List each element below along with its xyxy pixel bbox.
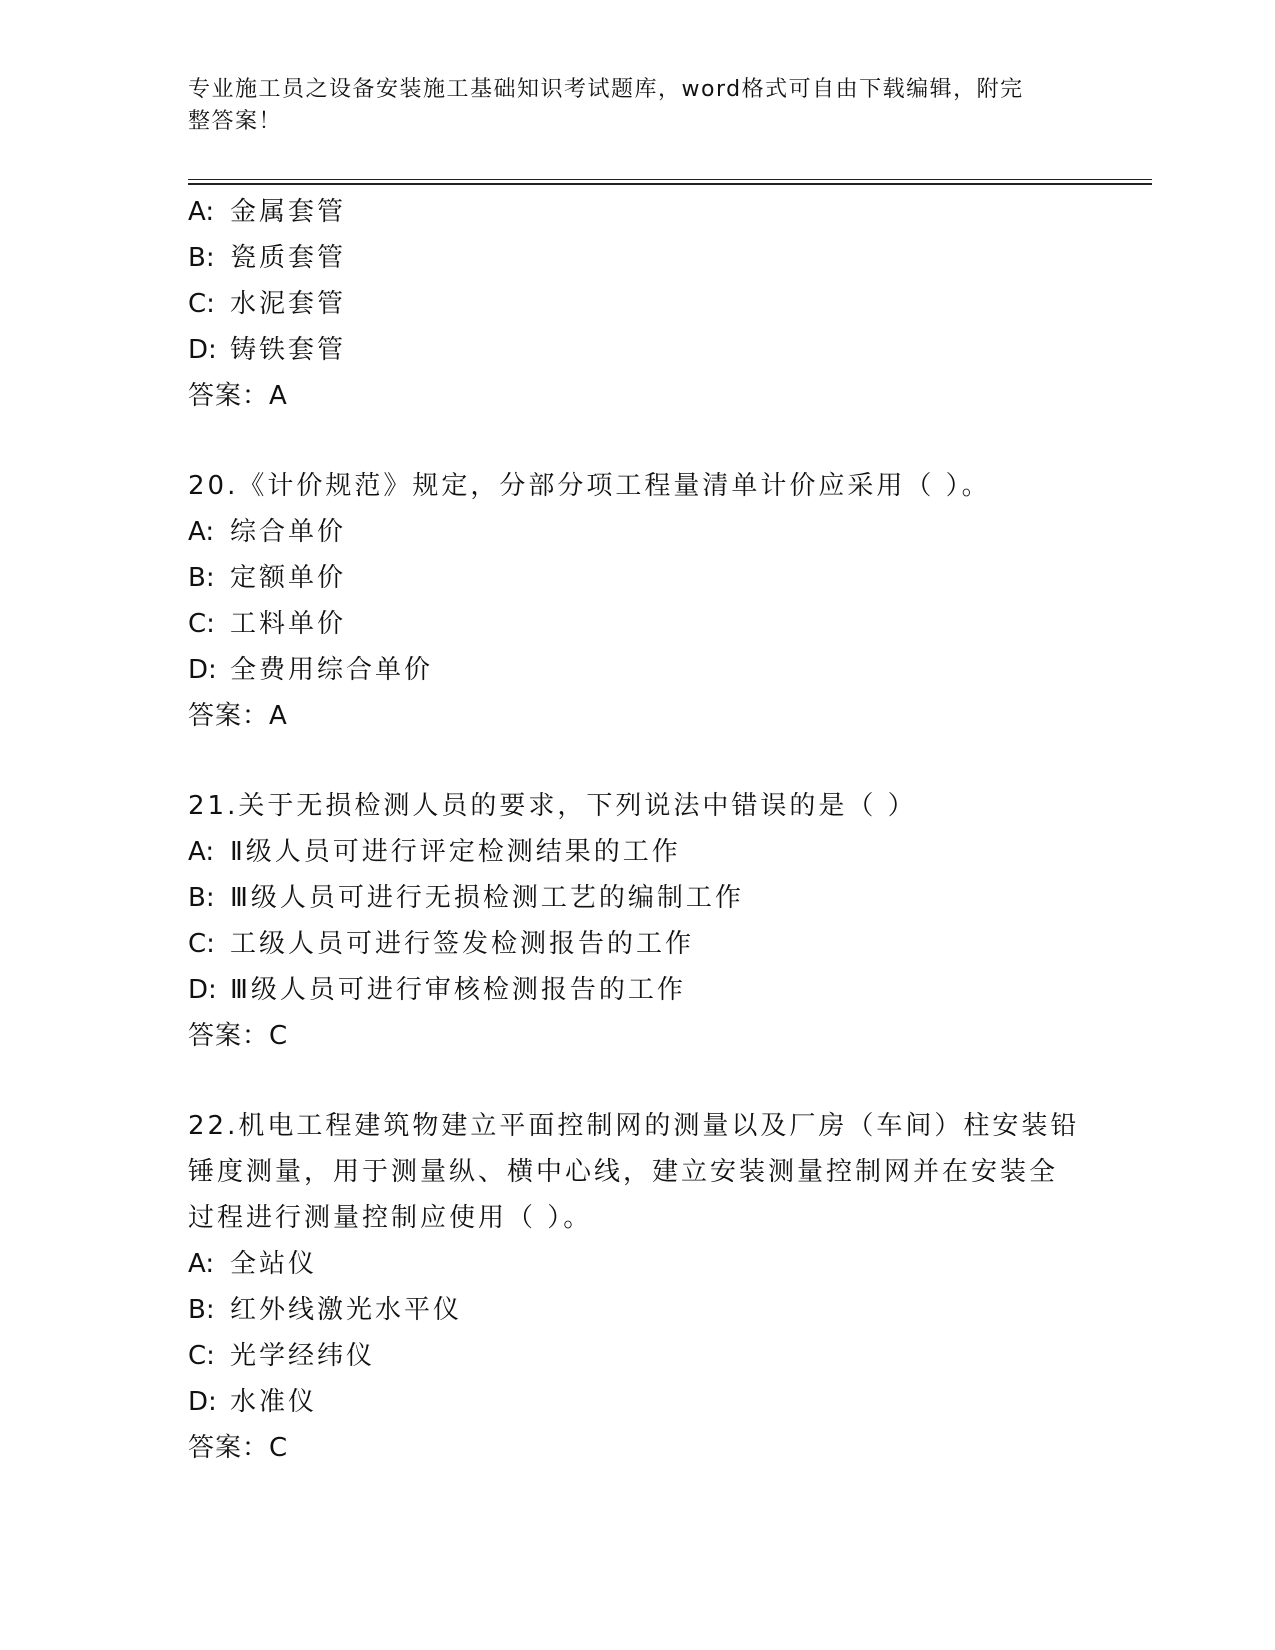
question-block-21: [188, 783, 1088, 1059]
question-block-20: [188, 463, 1088, 739]
question-list: [188, 189, 1088, 1471]
option-text: 水准仪: [230, 1387, 318, 1417]
option-text: 工级人员可进行签发检测报告的工作: [230, 929, 695, 959]
option-text: 水泥套管: [230, 289, 347, 319]
option-d: [188, 967, 1088, 1013]
question-number: 20.: [188, 471, 239, 501]
question-text: 《计价规范》规定，分部分项工程量清单计价应采用（ ）。: [238, 471, 991, 501]
option-c: [188, 1333, 1088, 1379]
question-spacer: [188, 419, 1088, 463]
option-letter: D:: [188, 1387, 217, 1417]
option-text: 全站仪: [230, 1249, 318, 1279]
question-stem: [188, 463, 1088, 509]
option-letter: B:: [188, 243, 215, 273]
question-number: 21.: [188, 791, 239, 821]
option-d: [188, 1379, 1088, 1425]
option-text: 红外线激光水平仪: [230, 1295, 463, 1325]
question-stem-line-1: [188, 1103, 1088, 1149]
option-text: 工料单价: [230, 609, 347, 639]
option-letter: D:: [188, 975, 217, 1005]
option-letter: B:: [188, 563, 215, 593]
option-c: [188, 281, 1088, 327]
option-a: [188, 1241, 1088, 1287]
option-letter: B:: [188, 1295, 215, 1325]
option-b: [188, 555, 1088, 601]
header-line-1: 专业施工员之设备安装施工基础知识考试题库，word格式可自由下载编辑，附完: [188, 77, 1024, 102]
header-divider-thick: [188, 183, 1152, 185]
option-text: Ⅱ级人员可进行评定检测结果的工作: [230, 837, 681, 867]
option-b: [188, 1287, 1088, 1333]
answer-line: 答案：A: [188, 701, 288, 731]
option-text: 光学经纬仪: [230, 1341, 376, 1371]
option-letter: C:: [188, 929, 215, 959]
option-d: [188, 327, 1088, 373]
option-text: 铸铁套管: [230, 335, 347, 365]
option-letter: C:: [188, 1341, 215, 1371]
answer-line: 答案：C: [188, 1433, 289, 1463]
option-letter: A:: [188, 197, 215, 227]
question-stem: [188, 783, 1088, 829]
option-c: [188, 921, 1088, 967]
option-letter: B:: [188, 883, 215, 913]
option-d: [188, 647, 1088, 693]
question-spacer: [188, 1059, 1088, 1103]
option-c: [188, 601, 1088, 647]
option-text: 全费用综合单价: [230, 655, 434, 685]
option-text: 定额单价: [230, 563, 347, 593]
question-block-19: [188, 189, 1088, 419]
header-divider-thin: [188, 179, 1152, 180]
question-number: 22.: [188, 1111, 239, 1141]
option-letter: C:: [188, 289, 215, 319]
option-b: [188, 875, 1088, 921]
option-text: 瓷质套管: [230, 243, 347, 273]
question-stem: [188, 1103, 1088, 1241]
option-letter: A:: [188, 517, 215, 547]
document-header: [188, 74, 1068, 138]
option-a: [188, 829, 1088, 875]
option-text: Ⅲ级人员可进行审核检测报告的工作: [230, 975, 686, 1005]
question-block-22: [188, 1103, 1088, 1471]
option-letter: C:: [188, 609, 215, 639]
option-a: [188, 509, 1088, 555]
header-line-2: 整答案！: [188, 109, 283, 134]
question-text: 机电工程建筑物建立平面控制网的测量以及厂房（车间）柱安装铅: [238, 1111, 1080, 1141]
option-a: [188, 189, 1088, 235]
question-text: 关于无损检测人员的要求，下列说法中错误的是（ ）: [238, 791, 917, 821]
answer-line: 答案：A: [188, 381, 288, 411]
option-letter: D:: [188, 655, 217, 685]
option-text: 综合单价: [230, 517, 347, 547]
question-stem-line-3: 过程进行测量控制应使用（ ）。: [188, 1203, 593, 1233]
option-letter: D:: [188, 335, 217, 365]
question-spacer: [188, 739, 1088, 783]
option-letter: A:: [188, 837, 215, 867]
question-stem-line-2: 锤度测量，用于测量纵、横中心线，建立安装测量控制网并在安装全: [188, 1157, 1059, 1187]
option-text: 金属套管: [230, 197, 347, 227]
answer-line: 答案：C: [188, 1021, 289, 1051]
option-b: [188, 235, 1088, 281]
option-letter: A:: [188, 1249, 215, 1279]
option-text: Ⅲ级人员可进行无损检测工艺的编制工作: [230, 883, 744, 913]
